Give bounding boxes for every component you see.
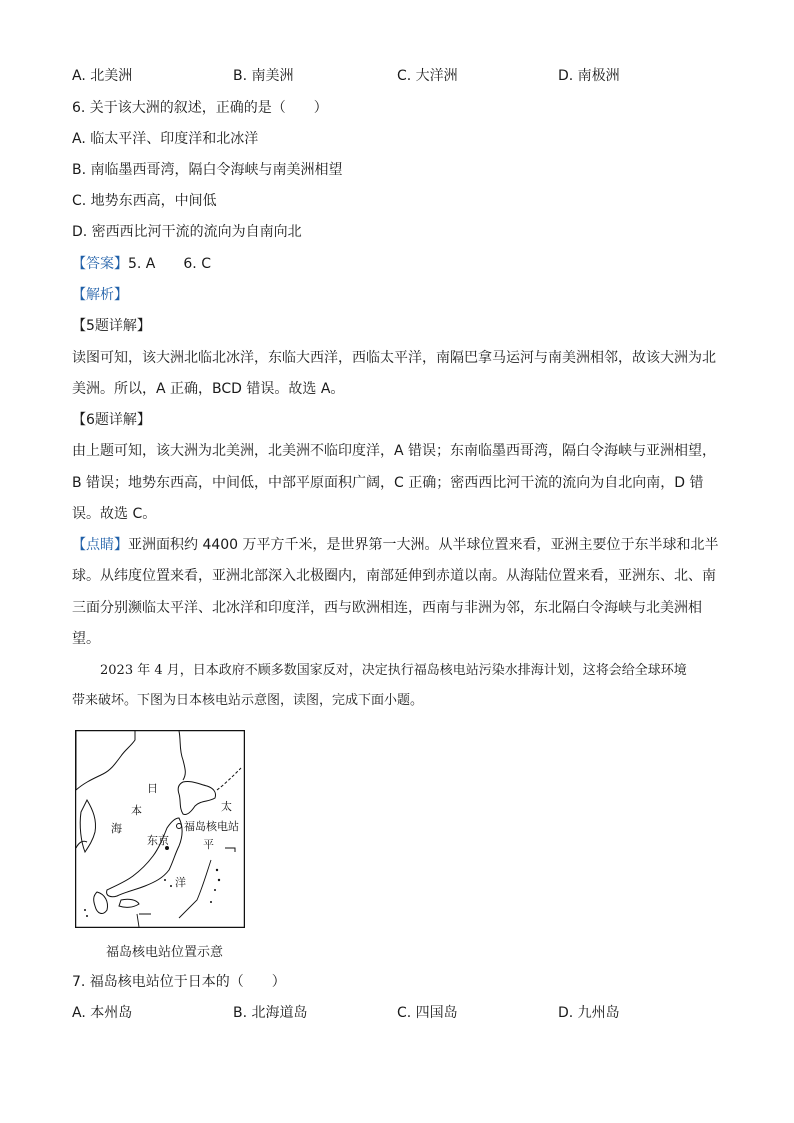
q7-option-c: C. 四国岛 xyxy=(397,1005,458,1021)
label-fukushima: 福岛核电站 xyxy=(184,820,239,833)
q6-detail-title: 【6题详解】 xyxy=(72,412,151,428)
intro-line2: 带来破坏。下图为日本核电站示意图，读图，完成下面小题。 xyxy=(72,693,424,708)
q6-stem: 6. 关于该大洲的叙述，正确的是（ ） xyxy=(72,100,328,116)
q6-detail-line1: 由上题可知，该大洲为北美洲，北美洲不临印度洋，A 错误；东南临墨西哥湾，隔白令海峡与亚洲相望， xyxy=(72,443,717,459)
label-tai: 太 xyxy=(221,800,232,813)
tip-line2: 球。从纬度位置来看，亚洲北部深入北极圈内，南部延伸到赤道以南。从海陆位置来看，亚洲东、北、南 xyxy=(72,568,716,584)
q7-stem: 7. 福岛核电站位于日本的（ ） xyxy=(72,974,286,990)
label-ben: 本 xyxy=(131,804,142,817)
label-tokyo: 东京 xyxy=(147,834,169,847)
q6-detail-line2: B 错误；地势东西高，中间低，中部平原面积广阔，C 正确；密西西比河干流的流向为自北向南，D 错 xyxy=(72,475,704,491)
q5-option-b: B. 南美洲 xyxy=(233,68,294,84)
tip-line1 xyxy=(72,535,719,555)
answer-text: 5. A 6. C xyxy=(128,256,211,272)
q5-detail-title: 【5题详解】 xyxy=(72,318,151,334)
label-yang: 洋 xyxy=(175,876,186,889)
q5-option-d: D. 南极洲 xyxy=(558,68,620,84)
tip-label: 【点睛】 xyxy=(72,537,128,553)
q6-detail-line3: 误。故选 C。 xyxy=(72,506,157,522)
map-caption: 福岛核电站位置示意 xyxy=(106,945,224,960)
tip-line3: 三面分别濒临太平洋、北冰洋和印度洋，西与欧洲相连，西南与非洲为邻，东北隔白令海峡与北美洲相 xyxy=(72,600,702,616)
label-ping: 平 xyxy=(203,838,214,851)
analysis-label: 【解析】 xyxy=(72,287,128,303)
q7-option-b: B. 北海道岛 xyxy=(233,1005,308,1021)
tip-line4: 望。 xyxy=(72,631,100,647)
q5-detail-line1: 读图可知，该大洲北临北冰洋，东临大西洋，西临太平洋，南隔巴拿马运河与南美洲相邻，故该大洲为北 xyxy=(72,350,716,366)
q5-option-a: A. 北美洲 xyxy=(72,68,133,84)
q7-option-a: A. 本州岛 xyxy=(72,1005,133,1021)
tip-text1: 亚洲面积约 4400 万平方千米，是世界第一大洲。从半球位置来看，亚洲主要位于东半球和北半 xyxy=(128,537,719,553)
q5-detail-line2: 美洲。所以，A 正确，BCD 错误。故选 A。 xyxy=(72,381,345,397)
label-ri: 日 xyxy=(147,782,158,795)
q7-option-d: D. 九州岛 xyxy=(558,1005,620,1021)
q6-option-a: A. 临太平洋、印度洋和北冰洋 xyxy=(72,131,259,147)
intro-line1: 2023 年 4 月，日本政府不顾多数国家反对，决定执行福岛核电站污染水排海计划，这将会给全球环境 xyxy=(100,663,687,678)
answer-line xyxy=(72,254,211,274)
japan-map-figure xyxy=(75,730,245,928)
label-hai: 海 xyxy=(111,822,122,835)
q6-option-d: D. 密西西比河干流的流向为自南向北 xyxy=(72,224,302,240)
q6-option-c: C. 地势东西高，中间低 xyxy=(72,193,217,209)
q6-option-b: B. 南临墨西哥湾，隔白令海峡与南美洲相望 xyxy=(72,162,343,178)
answer-label: 【答案】 xyxy=(72,256,128,272)
q5-option-c: C. 大洋洲 xyxy=(397,68,458,84)
